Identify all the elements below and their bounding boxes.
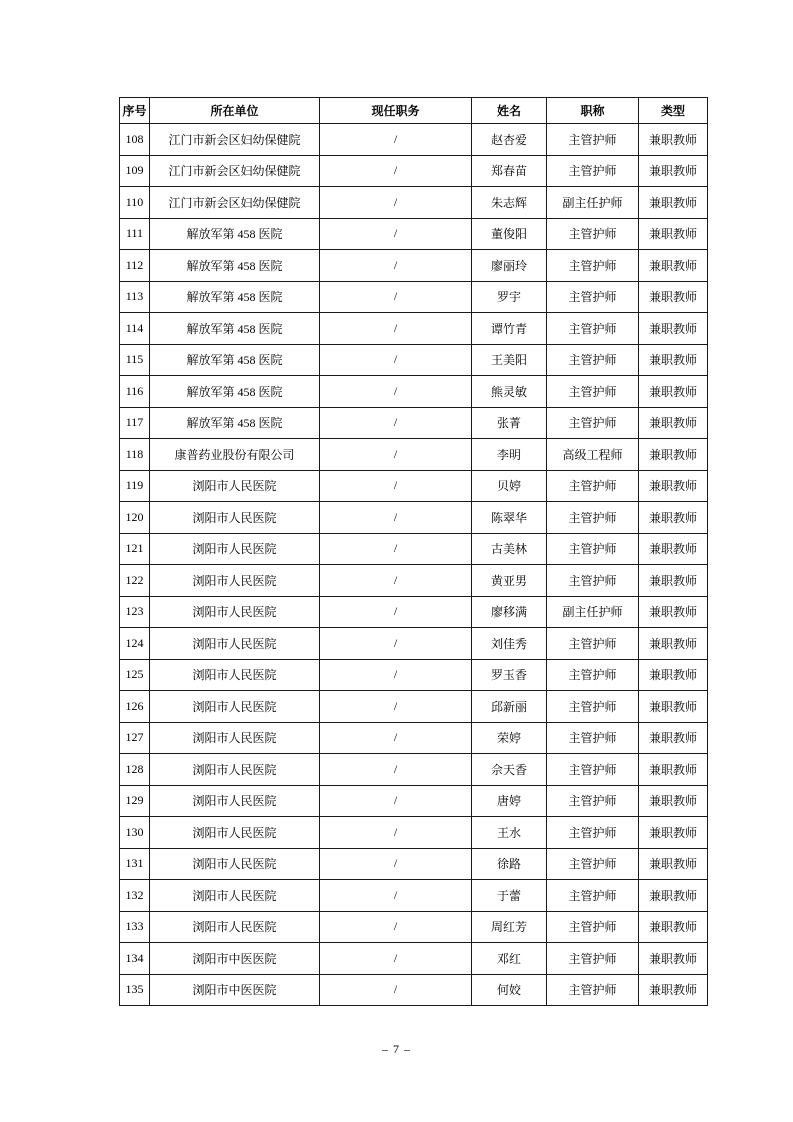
cell-index: 123 [120,596,150,628]
cell-position: / [320,722,472,754]
cell-unit: 浏阳市中医医院 [150,943,320,975]
cell-name: 佘天香 [472,754,547,786]
cell-title: 主管护师 [547,974,639,1006]
cell-index: 124 [120,628,150,660]
cell-position: / [320,817,472,849]
cell-position: / [320,880,472,912]
cell-index: 119 [120,470,150,502]
cell-position: / [320,943,472,975]
cell-index: 109 [120,155,150,187]
cell-name: 罗玉香 [472,659,547,691]
table-header [120,98,708,124]
cell-index: 129 [120,785,150,817]
cell-name: 荣婷 [472,722,547,754]
cell-unit: 解放军第 458 医院 [150,250,320,282]
cell-position: / [320,407,472,439]
table-row [120,281,708,313]
cell-type: 兼职教师 [639,659,708,691]
col-header-name: 姓名 [472,98,547,124]
cell-unit: 浏阳市人民医院 [150,785,320,817]
cell-position: / [320,659,472,691]
cell-index: 120 [120,502,150,534]
cell-index: 132 [120,880,150,912]
col-header-position: 现任职务 [320,98,472,124]
cell-name: 于蕾 [472,880,547,912]
cell-name: 谭竹青 [472,313,547,345]
cell-title: 高级工程师 [547,439,639,471]
cell-name: 何姣 [472,974,547,1006]
cell-unit: 解放军第 458 医院 [150,344,320,376]
cell-index: 115 [120,344,150,376]
cell-position: / [320,596,472,628]
cell-index: 130 [120,817,150,849]
cell-name: 徐路 [472,848,547,880]
table-row [120,785,708,817]
cell-type: 兼职教师 [639,911,708,943]
col-header-unit: 所在单位 [150,98,320,124]
table-row [120,250,708,282]
cell-name: 古美林 [472,533,547,565]
cell-title: 主管护师 [547,470,639,502]
cell-index: 114 [120,313,150,345]
cell-index: 111 [120,218,150,250]
cell-unit: 浏阳市人民医院 [150,754,320,786]
cell-index: 116 [120,376,150,408]
cell-name: 郑春苗 [472,155,547,187]
cell-type: 兼职教师 [639,880,708,912]
cell-type: 兼职教师 [639,943,708,975]
table-row [120,407,708,439]
cell-position: / [320,250,472,282]
cell-title: 主管护师 [547,722,639,754]
cell-title: 主管护师 [547,817,639,849]
cell-position: / [320,628,472,660]
cell-title: 主管护师 [547,848,639,880]
cell-type: 兼职教师 [639,313,708,345]
cell-index: 128 [120,754,150,786]
table-row [120,439,708,471]
table-row [120,754,708,786]
cell-name: 邓红 [472,943,547,975]
cell-type: 兼职教师 [639,439,708,471]
cell-title: 副主任护师 [547,596,639,628]
cell-index: 131 [120,848,150,880]
table-body [120,124,708,1006]
cell-title: 主管护师 [547,880,639,912]
cell-index: 127 [120,722,150,754]
cell-index: 108 [120,124,150,156]
cell-title: 主管护师 [547,313,639,345]
cell-index: 110 [120,187,150,219]
cell-position: / [320,691,472,723]
cell-type: 兼职教师 [639,502,708,534]
table-row [120,155,708,187]
cell-position: / [320,218,472,250]
cell-title: 主管护师 [547,533,639,565]
table-row [120,722,708,754]
table-row [120,880,708,912]
table-row [120,313,708,345]
cell-type: 兼职教师 [639,596,708,628]
cell-name: 赵杏爱 [472,124,547,156]
cell-title: 主管护师 [547,344,639,376]
cell-name: 李明 [472,439,547,471]
cell-title: 主管护师 [547,659,639,691]
table-row [120,533,708,565]
cell-name: 廖移满 [472,596,547,628]
cell-type: 兼职教师 [639,754,708,786]
table-row [120,187,708,219]
table-row [120,691,708,723]
cell-unit: 解放军第 458 医院 [150,281,320,313]
cell-name: 熊灵敏 [472,376,547,408]
cell-type: 兼职教师 [639,470,708,502]
cell-unit: 解放军第 458 医院 [150,376,320,408]
cell-index: 133 [120,911,150,943]
cell-position: / [320,155,472,187]
cell-title: 主管护师 [547,407,639,439]
cell-title: 副主任护师 [547,187,639,219]
personnel-table [119,97,708,1006]
cell-type: 兼职教师 [639,376,708,408]
cell-position: / [320,439,472,471]
cell-position: / [320,124,472,156]
cell-name: 刘佳秀 [472,628,547,660]
cell-type: 兼职教师 [639,848,708,880]
cell-index: 118 [120,439,150,471]
cell-type: 兼职教师 [639,817,708,849]
cell-name: 董俊阳 [472,218,547,250]
cell-title: 主管护师 [547,754,639,786]
cell-unit: 浏阳市人民医院 [150,470,320,502]
cell-type: 兼职教师 [639,565,708,597]
table-row [120,943,708,975]
table-row [120,974,708,1006]
cell-position: / [320,533,472,565]
cell-position: / [320,313,472,345]
table-row [120,470,708,502]
cell-unit: 江门市新会区妇幼保健院 [150,187,320,219]
cell-index: 125 [120,659,150,691]
cell-type: 兼职教师 [639,344,708,376]
cell-title: 主管护师 [547,785,639,817]
table-row [120,628,708,660]
cell-unit: 浏阳市人民医院 [150,880,320,912]
cell-index: 134 [120,943,150,975]
cell-unit: 康普药业股份有限公司 [150,439,320,471]
cell-position: / [320,565,472,597]
col-header-title: 职称 [547,98,639,124]
cell-title: 主管护师 [547,124,639,156]
cell-position: / [320,911,472,943]
col-header-index: 序号 [120,98,150,124]
table-row [120,376,708,408]
cell-type: 兼职教师 [639,691,708,723]
cell-title: 主管护师 [547,565,639,597]
cell-type: 兼职教师 [639,974,708,1006]
cell-title: 主管护师 [547,281,639,313]
cell-name: 陈翠华 [472,502,547,534]
cell-index: 135 [120,974,150,1006]
cell-position: / [320,848,472,880]
cell-position: / [320,785,472,817]
cell-name: 唐婷 [472,785,547,817]
cell-position: / [320,187,472,219]
cell-name: 罗宇 [472,281,547,313]
cell-index: 122 [120,565,150,597]
table-row [120,502,708,534]
cell-position: / [320,502,472,534]
cell-position: / [320,974,472,1006]
cell-type: 兼职教师 [639,124,708,156]
cell-unit: 解放军第 458 医院 [150,218,320,250]
cell-title: 主管护师 [547,218,639,250]
cell-type: 兼职教师 [639,407,708,439]
cell-type: 兼职教师 [639,628,708,660]
cell-index: 126 [120,691,150,723]
cell-name: 周红芳 [472,911,547,943]
cell-unit: 浏阳市人民医院 [150,533,320,565]
cell-unit: 江门市新会区妇幼保健院 [150,124,320,156]
cell-name: 张菁 [472,407,547,439]
cell-unit: 浏阳市中医医院 [150,974,320,1006]
cell-unit: 浏阳市人民医院 [150,691,320,723]
cell-position: / [320,376,472,408]
cell-title: 主管护师 [547,943,639,975]
cell-unit: 浏阳市人民医院 [150,565,320,597]
cell-name: 廖丽玲 [472,250,547,282]
cell-title: 主管护师 [547,250,639,282]
cell-name: 贝婷 [472,470,547,502]
page-number: – 7 – [382,1042,411,1056]
cell-type: 兼职教师 [639,155,708,187]
cell-index: 113 [120,281,150,313]
cell-title: 主管护师 [547,502,639,534]
cell-type: 兼职教师 [639,187,708,219]
cell-title: 主管护师 [547,628,639,660]
cell-name: 朱志辉 [472,187,547,219]
cell-title: 主管护师 [547,911,639,943]
table-row [120,218,708,250]
cell-index: 117 [120,407,150,439]
table-row [120,596,708,628]
cell-type: 兼职教师 [639,250,708,282]
cell-unit: 浏阳市人民医院 [150,502,320,534]
table-row [120,124,708,156]
cell-unit: 浏阳市人民医院 [150,848,320,880]
table-header-row [120,98,708,124]
cell-name: 王美阳 [472,344,547,376]
table-row [120,848,708,880]
cell-unit: 浏阳市人民医院 [150,596,320,628]
cell-title: 主管护师 [547,155,639,187]
cell-name: 黄亚男 [472,565,547,597]
col-header-type: 类型 [639,98,708,124]
cell-unit: 浏阳市人民医院 [150,659,320,691]
cell-unit: 浏阳市人民医院 [150,722,320,754]
cell-name: 王水 [472,817,547,849]
table-row [120,344,708,376]
cell-type: 兼职教师 [639,785,708,817]
cell-name: 邱新丽 [472,691,547,723]
cell-unit: 解放军第 458 医院 [150,313,320,345]
cell-type: 兼职教师 [639,218,708,250]
cell-unit: 浏阳市人民医院 [150,628,320,660]
cell-unit: 江门市新会区妇幼保健院 [150,155,320,187]
cell-title: 主管护师 [547,376,639,408]
cell-position: / [320,754,472,786]
cell-position: / [320,344,472,376]
cell-position: / [320,281,472,313]
table-row [120,911,708,943]
cell-position: / [320,470,472,502]
cell-unit: 浏阳市人民医院 [150,817,320,849]
table-row [120,659,708,691]
cell-unit: 浏阳市人民医院 [150,911,320,943]
cell-type: 兼职教师 [639,533,708,565]
table-row [120,817,708,849]
table-row [120,565,708,597]
cell-type: 兼职教师 [639,281,708,313]
cell-title: 主管护师 [547,691,639,723]
cell-type: 兼职教师 [639,722,708,754]
cell-index: 121 [120,533,150,565]
cell-unit: 解放军第 458 医院 [150,407,320,439]
cell-index: 112 [120,250,150,282]
